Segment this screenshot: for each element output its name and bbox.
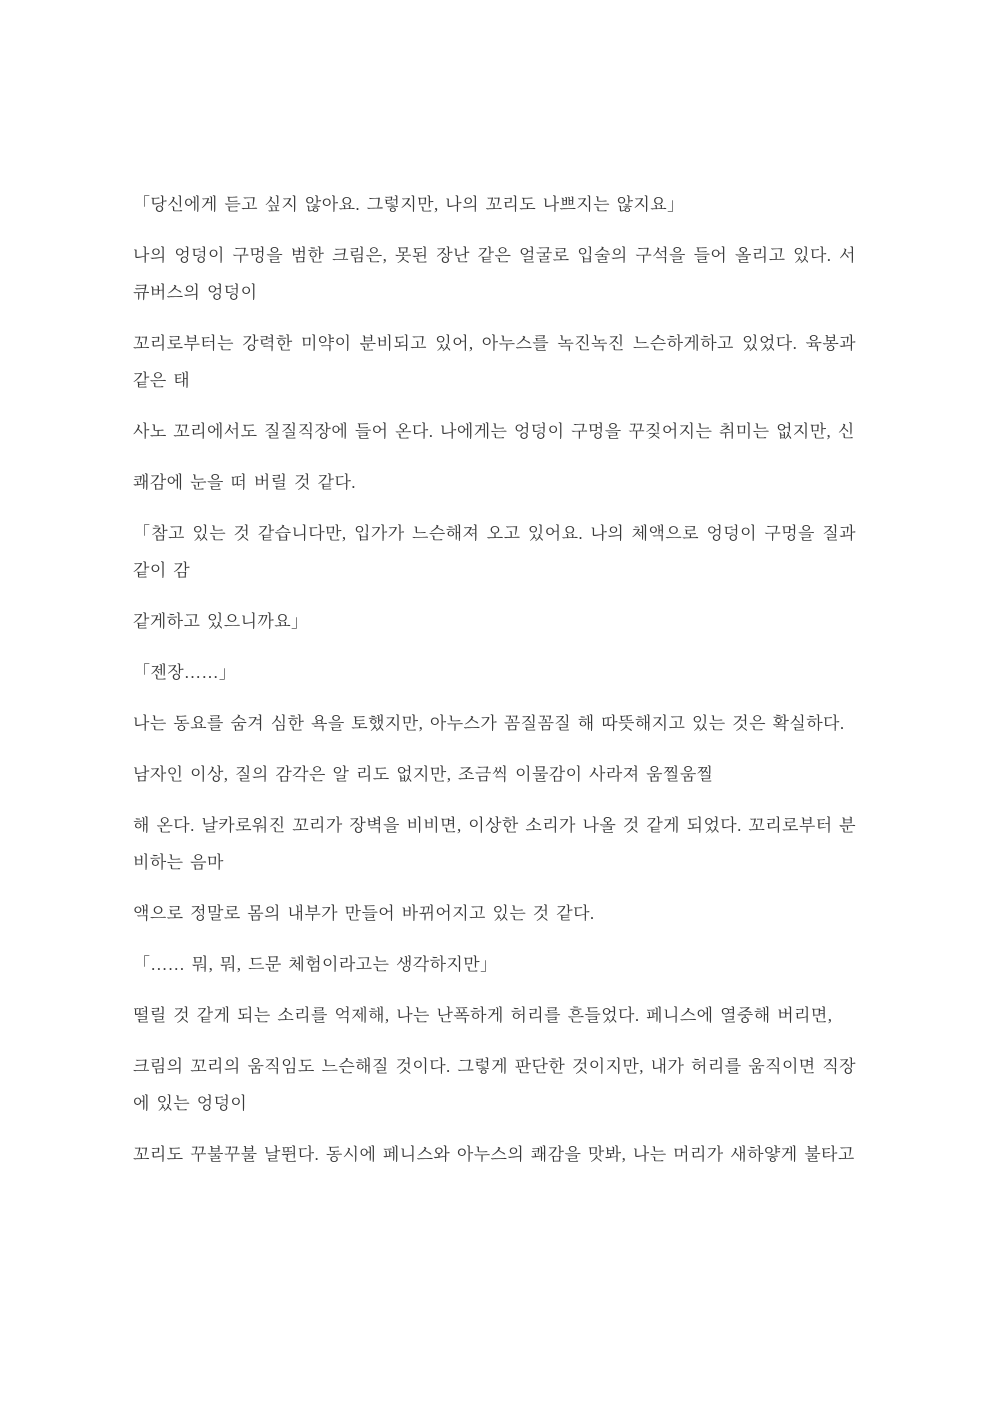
paragraph-dialogue-6: 「참고 있는 것 같습니다만, 입가가 느슨해져 오고 있어요. 나의 체액으로 엉덩이 구멍을 질과 같이 감: [133, 524, 856, 580]
paragraph-4: 사노 꼬리에서도 질질직장에 들어 온다. 나에게는 엉덩이 구멍을 꾸짖어지는 취미는 없지만, 신: [133, 422, 855, 441]
paragraph-2: 나의 엉덩이 구멍을 범한 크림은, 못된 장난 같은 얼굴로 입술의 구석을 들어 올리고 있다. 서큐버스의 엉덩이: [133, 246, 856, 302]
paragraph-9: 나는 동요를 숨겨 심한 욕을 토했지만, 아누스가 꼼질꼼질 해 따뜻해지고 있는 것은 확실하다.: [133, 714, 845, 733]
paragraph-dialogue-1: 「당신에게 듣고 싶지 않아요. 그렇지만, 나의 꼬리도 나쁘지는 않지요」: [133, 195, 685, 214]
paragraph-14: 떨릴 것 같게 되는 소리를 억제해, 나는 난폭하게 허리를 흔들었다. 페니스에 열중해 버리면,: [133, 1006, 833, 1025]
paragraph-3: 꼬리로부터는 강력한 미약이 분비되고 있어, 아누스를 녹진녹진 느슨하게하고 있었다. 육봉과 같은 태: [133, 334, 856, 390]
paragraph-11: 해 온다. 날카로워진 꼬리가 장벽을 비비면, 이상한 소리가 나올 것 같게 되었다. 꼬리로부터 분비하는 음마: [133, 816, 856, 872]
paragraph-16: 꼬리도 꾸불꾸불 날뛴다. 동시에 페니스와 아누스의 쾌감을 맛봐, 나는 머리가 새하얗게 불타고: [133, 1145, 855, 1164]
paragraph-12: 액으로 정말로 몸의 내부가 만들어 바뀌어지고 있는 것 같다.: [133, 904, 595, 923]
paragraph-dialogue-13: 「…… 뭐, 뭐, 드문 체험이라고는 생각하지만」: [133, 955, 498, 974]
paragraph-15: 크림의 꼬리의 움직임도 느슨해질 것이다. 그렇게 판단한 것이지만, 내가 허리를 움직이면 직장에 있는 엉덩이: [133, 1057, 856, 1113]
paragraph-dialogue-8: 「젠장……」: [133, 663, 237, 682]
paragraph-10: 남자인 이상, 질의 감각은 알 리도 없지만, 조금씩 이물감이 사라져 움찔움찔: [133, 765, 714, 784]
paragraph-dialogue-7: 같게하고 있으니까요」: [133, 612, 309, 631]
paragraph-5: 쾌감에 눈을 떠 버릴 것 같다.: [133, 473, 356, 492]
